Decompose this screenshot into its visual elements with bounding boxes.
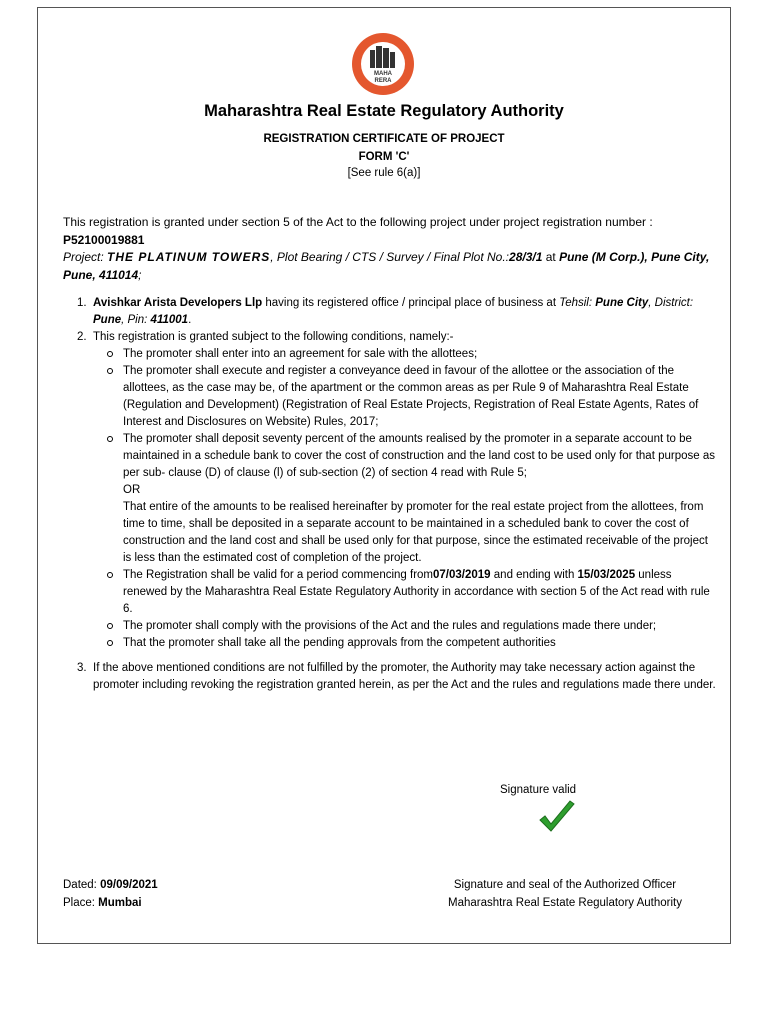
valid-from: 07/03/2019 xyxy=(433,569,491,581)
dated-line: Dated: 09/09/2021 xyxy=(63,879,158,891)
svg-text:MAHA: MAHA xyxy=(374,71,392,77)
plot-number: 28/3/1 xyxy=(509,250,543,264)
svg-text:RERA: RERA xyxy=(374,78,392,84)
check-icon xyxy=(537,798,577,838)
form-label: FORM 'C' xyxy=(358,151,410,163)
dated-place xyxy=(63,876,158,912)
signature-line-2: Maharashtra Real Estate Regulatory Authority xyxy=(448,897,682,909)
intro-text: This registration is granted under section 5 of the Act to the following project under project registration number : xyxy=(63,215,653,229)
item-3: 3. If the above mentioned conditions are not fulfilled by the promoter, the Authority may take necessary action against the promoter including revoking the registration granted herein, as per the Act and the rules and regulations made there under. xyxy=(77,662,716,691)
conditions-intro: This registration is granted subject to the following conditions, namely:- xyxy=(93,331,454,343)
pin: 411001 xyxy=(150,314,189,326)
condition-item: The promoter shall deposit seventy percent of the amounts realised by the promoter in a separate account to be maintained in a schedule bank to cover the cost of construction and the land cost to be used only for that purpose as per sub- clause (D) of clause (l) of sub-section (2) of section 4 read with Rule 5; OR That entire of the amounts to be realised hereinafter by promoter for the real estate project from the allottees, from time to time, shall be deposited in a separate account to be maintained in a scheduled bank to cover the cost of construction and the land cost and shall be used only for that purpose, since the estimated receivable of the project is less than the estimated cost of completion of the project. xyxy=(93,431,718,567)
signature-line-1: Signature and seal of the Authorized Officer xyxy=(453,879,677,891)
condition-item: The promoter shall comply with the provisions of the Act and the rules and regulations made there under; xyxy=(93,618,718,635)
condition-item: That the promoter shall take all the pending approvals from the competent authorities xyxy=(93,635,718,652)
item-1: 1. Avishkar Arista Developers Llp having its registered office / principal place of business at Tehsil: Pune City, District: Pune, Pin: 411001. xyxy=(77,297,694,326)
authority-title: Maharashtra Real Estate Regulatory Authority xyxy=(204,102,564,120)
project-line: Project: THE PLATINUM TOWERS, Plot Bearing / CTS / Survey / Final Plot No.:28/3/1 at Pune (M Corp.), Pune City, Pune, 411014; xyxy=(63,250,710,282)
maharera-logo xyxy=(351,32,415,96)
condition-item: The promoter shall enter into an agreement for sale with the allottees; xyxy=(93,346,718,363)
promoter-name: Avishkar Arista Developers Llp xyxy=(93,297,263,309)
date-value: 09/09/2021 xyxy=(100,879,158,891)
item-2: 2. This registration is granted subject to the following conditions, namely:- The promoter shall enter into an agreement for sale with the allottees; The promoter shall execute and register a conveyance deed in favour of the allottee or the association of the allottees, as the case may be, of the apartment or the common areas as per Rule 9 of Maharashtra Real Estate (Regulation and Development) (Registration of Real Estate Projects, Registration of Real Estate Agents, Rates of Interest and Disclosures on Website) Rules, 2017; The promoter shall deposit seventy percent of the amounts realised by the promoter in a separate account to be maintained in a schedule bank to cover the cost of construction and the land cost to be used only for that purpose as per sub- clause (D) of clause (l) of sub-section (2) of section 4 read with Rule 5; OR That entire of the amounts to be realised hereinafter by promoter for the real estate project from the allottees, from time to time, shall be deposited in a separate account to be maintained in a scheduled bank to cover the cost of construction and the land cost and shall be used only for that purpose, since the estimated receivable of the project is less than the estimated cost of completion of the project. The Registration shall be valid for a period commencing from07/03/2019 and ending with 15/03/2025 unless renewed by the Maharashtra Real Estate Regulatory Authority in accordance with section 5 of the Act read with rule 6. The promoter shall comply with the provisions of the Act and the rules and regulations made there under; That the promoter shall take all the pending approvals from the competent authorities xyxy=(63,329,718,652)
place-line: Place: Mumbai xyxy=(63,897,142,909)
project-name: THE PLATINUM TOWERS xyxy=(107,250,271,264)
signature-status: Signature valid xyxy=(500,784,577,796)
valid-to: 15/03/2025 xyxy=(577,569,636,581)
rule-reference: [See rule 6(a)] xyxy=(347,167,421,179)
intro-paragraph xyxy=(63,214,713,284)
tehsil: Pune City xyxy=(595,297,649,309)
signature-block xyxy=(425,876,705,912)
district: Pune xyxy=(93,314,122,326)
project-location: Pune (M Corp.), Pune City, Pune, 411014 xyxy=(63,250,710,282)
certificate-subtitle: REGISTRATION CERTIFICATE OF PROJECT xyxy=(263,133,505,145)
condition-item: The promoter shall execute and register a conveyance deed in favour of the allottee or the association of the allottees, as the case may be, of the apartment or the common areas as per Rule 9 of Maharashtra Real Estate (Regulation and Development) (Registration of Real Estate Projects, Registration of Real Estate Agents, Rates of Interest and Disclosures on Website) Rules, 2017; xyxy=(93,363,718,431)
registration-number: P52100019881 xyxy=(63,232,145,247)
condition-item: The Registration shall be valid for a period commencing from07/03/2019 and ending with 15/03/2025 unless renewed by the Maharashtra Real Estate Regulatory Authority in accordance with section 5 of the Act read with rule 6. xyxy=(93,567,718,618)
conditions-list xyxy=(93,346,718,652)
place-value: Mumbai xyxy=(98,897,142,909)
